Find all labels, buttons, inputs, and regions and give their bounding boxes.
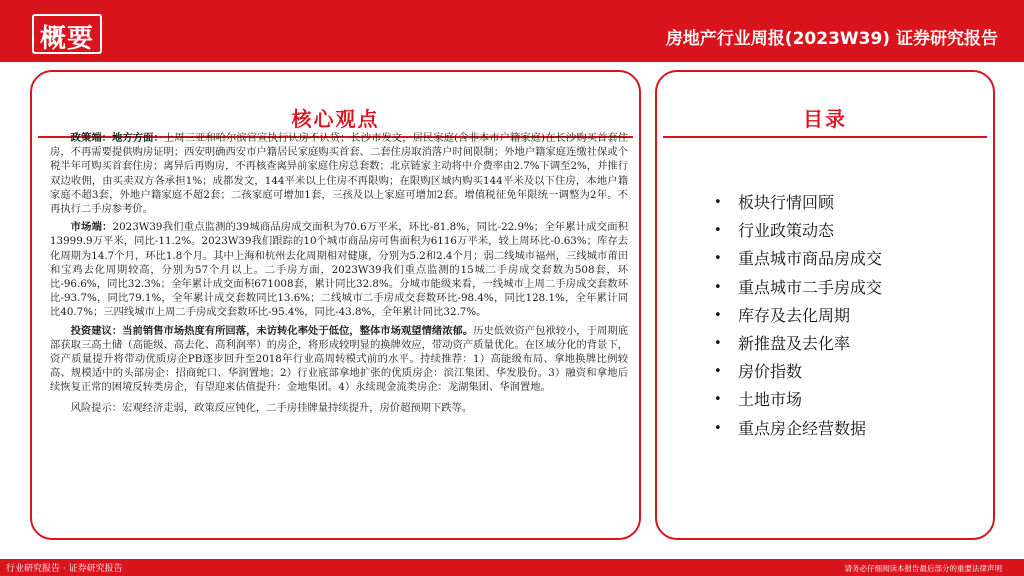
policy-label: 政策端：地方方面： bbox=[70, 132, 164, 144]
toc-item[interactable] bbox=[712, 358, 882, 386]
toc-item[interactable] bbox=[712, 245, 882, 273]
market-label: 市场端： bbox=[70, 221, 113, 234]
core-views-title: 核心观点 bbox=[291, 107, 380, 131]
investment-label: 投资建议：当前销售市场热度有所回落，未访转化率处于低位，整体市场观望情绪浓郁。 bbox=[70, 324, 474, 337]
policy-text: 上周三亚和哈尔滨官宣执行认房不认贷；长沙市发文，居民家庭(含非本市户籍家庭)在长沙购买首套住房，不再需要提供购房证明；西安明确西安市户籍居民家庭购买首套、二套住房取消落户时间限制；外地户籍家庭连缴社保或个税半年可购买首套住房；离异后再购房，不再核查离异前家庭住房总套数；北京链家主动将中介费率由2.7%下调至2%，并推行双边收佣，由买卖双方各承担1%；成都发文，144平米以上住房不再限购；在限购区域内购买144平米及以下住房，本地户籍家庭不超3套，外地户籍家庭不超2套；二孩家庭可增加1套，三孩及以上家庭可增加2套。增值税征免年限统一调整为2年。不再执行二手房参考价。 bbox=[50, 132, 628, 216]
investment-text: 历史低效资产包袱较小，于周期底部获取三高土储（高能级、高去化、高利润率）的房企，将形成较明显的换牌效应，带动资产质量优化。在区域分化的背景下，资产质量提升将带动优质房企PB逐步回升至2018年行业高周转模式前的水平。持续推荐：1）高能级布局、拿地换牌比例较高、规模适中的头部房企：招商蛇口、华润置地；2）行业底部拿地扩张的优质房企：滨江集团、华发股份。3）融资和拿地后续恢复正常的困境反转类房企，有望迎来估值提升：金地集团。4）永续现金流类房企：龙湖集团、华润置地。 bbox=[50, 324, 629, 394]
bullet-icon: • bbox=[714, 392, 722, 408]
toc-item-label: 房价指数 bbox=[738, 362, 803, 382]
policy-paragraph bbox=[50, 131, 628, 216]
toc-item[interactable] bbox=[712, 302, 882, 330]
toc-item-label: 板块行情回顾 bbox=[738, 193, 835, 212]
divider bbox=[663, 136, 987, 138]
logo-text: 概要 bbox=[40, 24, 95, 54]
toc-item-label: 土地市场 bbox=[738, 390, 803, 410]
toc-item[interactable] bbox=[712, 330, 882, 358]
bullet-icon: • bbox=[714, 279, 722, 295]
bullet-icon: • bbox=[714, 420, 722, 436]
risk-paragraph bbox=[50, 401, 628, 415]
toc-item-label: 重点房企经营数据 bbox=[738, 418, 867, 438]
footer-left-text: 行业研究报告 · 证券研究报告 bbox=[6, 564, 123, 574]
bullet-icon: • bbox=[714, 307, 722, 323]
toc-title: 目录 bbox=[803, 107, 847, 131]
footer-disclaimer: 请务必仔细阅读本报告最后部分的重要法律声明 bbox=[844, 564, 1002, 573]
core-views-content bbox=[50, 131, 628, 419]
toc-item[interactable] bbox=[712, 274, 882, 302]
market-paragraph bbox=[50, 220, 628, 319]
risk-text: 风险提示：宏观经济走弱，政策反应钝化，二手房挂牌量持续提升，房价超预期下跌等。 bbox=[70, 401, 473, 414]
toc-item-label: 重点城市二手房成交 bbox=[738, 277, 883, 297]
toc-item[interactable] bbox=[712, 386, 882, 414]
market-text: 2023W39我们重点监测的39城商品房成交面积为70.6万平米，环比-81.8%，同比-22.9%；全年累计成交面积13999.9万平米，同比-11.2%。2023W39我们跟踪的10个城市商品房可售面积为6116万平米，较上周环比-0.63%；库存去化周期为14.7个月，环比1.8个月。其中上海和杭州去化周期相对健康，分别为5.2和2.4个月；弱二线城市福州，三线城市莆田和宝鸡去化周期较高，分别为57个月以上。二手房方面，2023W39我们重点监测的15城二手房成交套数为508套，环比-96.6%，同比32.3%；全年累计成交面积671008套，累计同比32.8%。分城市能级来看，一线城市上周二手房成交套数环比-93.7%，同比79.1%，全年累计成交套数同比13.6%；二线城市二手房成交套数环比-98.4%，同比128.1%，全年累计同比40.7%；三四线城市上周二手房成交套数环比-95.4%，同比-43.8%，全年累计同比32.7%。 bbox=[50, 221, 628, 319]
toc-list bbox=[712, 189, 882, 443]
toc-item[interactable] bbox=[712, 415, 882, 443]
bullet-icon: • bbox=[714, 195, 722, 210]
toc-item-label: 新推盘及去化率 bbox=[738, 333, 851, 353]
toc-item[interactable] bbox=[712, 189, 882, 217]
report-title: 房地产行业周报(2023W39) 证券研究报告 bbox=[665, 29, 998, 49]
investment-paragraph bbox=[50, 324, 628, 395]
toc-item-label: 库存及去化周期 bbox=[738, 305, 851, 325]
toc-item-label: 行业政策动态 bbox=[738, 221, 835, 241]
bullet-icon: • bbox=[714, 223, 722, 239]
toc-item-label: 重点城市商品房成交 bbox=[738, 249, 883, 269]
bullet-icon: • bbox=[714, 251, 722, 267]
bullet-icon: • bbox=[714, 364, 722, 380]
bullet-icon: • bbox=[714, 335, 722, 351]
toc-item[interactable] bbox=[712, 217, 882, 245]
